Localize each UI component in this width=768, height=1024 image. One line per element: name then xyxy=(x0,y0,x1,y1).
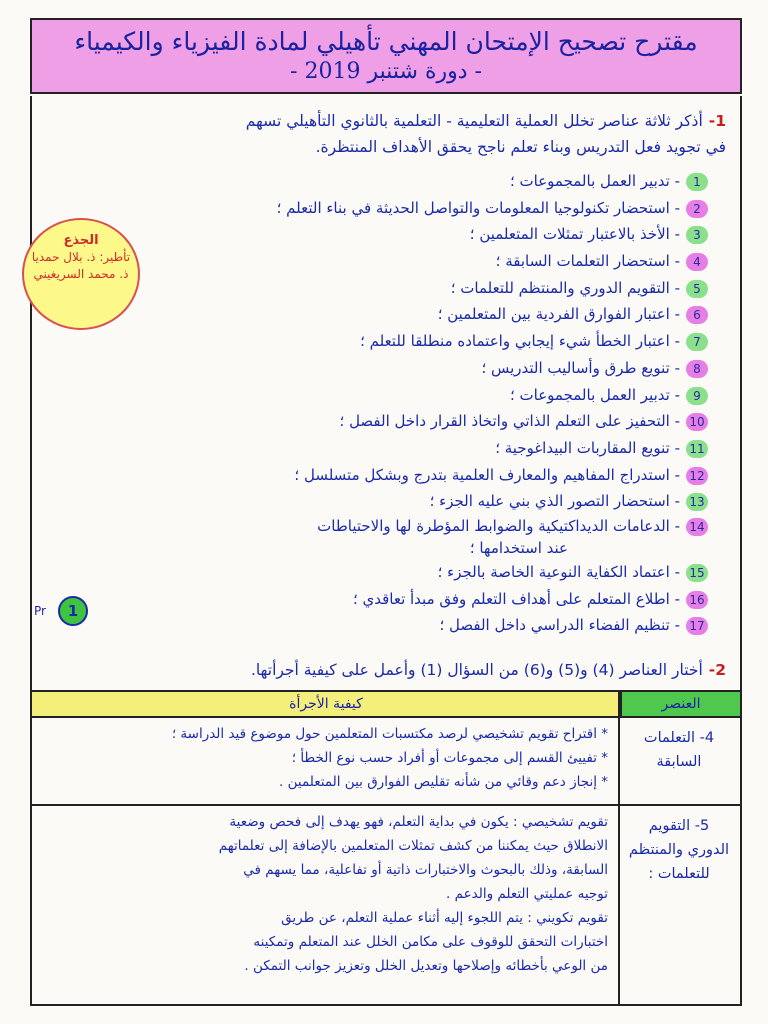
row-2-element-line-3: للتعلمات : xyxy=(648,866,710,882)
author-cloud xyxy=(22,218,140,330)
question-1-line-2: في تجويد فعل التدريس وبناء تعلم ناجح يحقق الأهداف المنتظرة. xyxy=(315,138,726,156)
item-number: 6 xyxy=(686,306,708,324)
table-cell-line: * تفييئ القسم إلى مجموعات أو أفراد حسب نوع الخطأ ؛ xyxy=(291,750,608,766)
list-item xyxy=(68,275,708,302)
row-1-how xyxy=(38,722,608,794)
item-text: - استدراج المفاهيم والمعارف العلمية بتدرج وبشكل متسلسل ؛ xyxy=(294,465,680,484)
item-number: 7 xyxy=(686,333,708,351)
item-text: - الأخذ بالاعتبار تمثلات المتعلمين ؛ xyxy=(469,225,680,244)
table-cell-line: الانطلاق حيث يمكننا من كشف تمثلات المتعلمين بالإضافة إلى تعلماتهم xyxy=(218,838,608,854)
page-badge: 1 xyxy=(58,596,88,626)
list-item xyxy=(68,462,708,489)
question-1-line-1: أذكر ثلاثة عناصر تخلل العملية التعليمية - التعلمية بالثانوي التأهيلي تسهم xyxy=(245,112,703,130)
list-item xyxy=(68,301,708,328)
row-1-element-line-1: 4- التعلمات xyxy=(643,730,715,746)
item-text: - الدعامات الديداكتيكية والضوابط المؤطرة لها والاحتياطات xyxy=(317,516,680,535)
question-2 xyxy=(46,658,726,682)
item-number: 5 xyxy=(686,280,708,298)
table-cell-line: توجيه عمليتي التعلم والدعم . xyxy=(446,886,608,902)
row-2-element-line-2: الدوري والمنتظم xyxy=(628,842,730,858)
item-text: - تدبير العمل بالمجموعات ؛ xyxy=(509,172,680,190)
table-cell-line: * إنجاز دعم وقائي من شأنه تقليص الفوارق بين المتعلمين . xyxy=(279,774,608,790)
header-session: - دورة شتنبر 2019 - xyxy=(290,59,482,84)
cloud-title: الجذع xyxy=(63,233,99,248)
cloud-line-2: ذ. محمد السريغيني xyxy=(33,267,129,281)
row-2-element xyxy=(626,814,732,886)
list-item xyxy=(68,195,708,222)
row-1-element xyxy=(626,726,732,774)
header-title: مقترح تصحيح الإمتحان المهني تأهيلي لمادة الفيزياء والكيمياء xyxy=(74,27,698,56)
list-item xyxy=(68,559,708,586)
question-1 xyxy=(46,108,726,160)
table-cell-line: السابقة، وذلك بالبحوث والاختبارات ذاتية أو تفاعلية، مما يسهم في xyxy=(243,862,608,878)
item-text: - اعتبار الفوارق الفردية بين المتعلمين ؛ xyxy=(437,305,680,324)
list-item xyxy=(68,168,708,195)
table-header-element: العنصر xyxy=(620,692,740,716)
item-text: - استحضار التصور الذي بني عليه الجزء ؛ xyxy=(429,492,680,511)
list-item xyxy=(68,612,708,639)
item-number: 9 xyxy=(686,387,708,405)
list-item xyxy=(68,355,708,382)
item-text: - استحضار التعلمات السابقة ؛ xyxy=(495,252,680,271)
list-item xyxy=(68,382,708,409)
item-text: عند استخدامها ؛ xyxy=(469,538,568,557)
item-text: - اعتبار الخطأ شيء إيجابي واعتماده منطلقا للتعلم ؛ xyxy=(360,332,680,351)
item-number: 4 xyxy=(686,253,708,271)
cloud-line-1: تأطير: ذ. بلال حمديا xyxy=(31,250,131,264)
item-number: 8 xyxy=(686,360,708,378)
item-number: 2 xyxy=(686,200,708,218)
item-number: 16 xyxy=(686,591,708,609)
list-item xyxy=(68,408,708,435)
table-header-how: كيفية الأجرأة xyxy=(32,692,620,716)
list-item xyxy=(68,328,708,355)
item-text: - اطلاع المتعلم على أهداف التعلم وفق مبدأ تعاقدي ؛ xyxy=(352,589,680,608)
list-item xyxy=(68,488,708,515)
table-cell-line: اختبارات التحقق للوقوف على مكامن الخلل عند المتعلم وتمكينه xyxy=(253,934,608,950)
table-cell-line: من الوعي بأخطائه وإصلاحها وتعديل الخلل وتعزيز جوانب التمكن . xyxy=(244,958,608,974)
item-number: 12 xyxy=(686,467,708,485)
page-header xyxy=(30,18,742,94)
item-number: 15 xyxy=(686,564,708,582)
answer-list xyxy=(68,168,708,639)
item-number: 10 xyxy=(686,413,708,431)
item-number: 14 xyxy=(686,518,708,536)
table-row-divider xyxy=(32,804,740,806)
row-2-how xyxy=(38,810,608,978)
question-2-number: 2- xyxy=(708,661,726,679)
list-item xyxy=(68,248,708,275)
list-item xyxy=(68,221,708,248)
table-cell-line: تقويم تكويني : يتم اللجوء إليه أثناء عملية التعلم، عن طريق xyxy=(281,910,608,926)
item-number: 17 xyxy=(686,617,708,635)
item-number: 3 xyxy=(686,226,708,244)
item-text: - اعتماد الكفاية النوعية الخاصة بالجزء ؛ xyxy=(437,562,680,581)
item-number: 1 xyxy=(686,173,708,191)
table-column-divider xyxy=(618,692,620,1004)
list-item xyxy=(68,586,708,613)
item-text: - تدبير العمل بالمجموعات ؛ xyxy=(509,385,680,404)
item-text: - استحضار تكنولوجيا المعلومات والتواصل الحديثة في بناء التعلم ؛ xyxy=(276,198,680,217)
item-text: - التقويم الدوري والمنتظم للتعلمات ؛ xyxy=(450,278,680,297)
row-2-element-line-1: 5- التقويم xyxy=(648,818,710,834)
list-item xyxy=(68,435,708,462)
item-number: 13 xyxy=(686,493,708,511)
list-item xyxy=(68,537,708,559)
question-1-number: 1- xyxy=(708,112,726,130)
table-cell-line: تقويم تشخيصي : يكون في بداية التعلم، فهو يهدف إلى فحص وضعية xyxy=(229,814,608,830)
question-2-text: أختار العناصر (4) و(5) و(6) من السؤال (1) وأعمل على كيفية أجرأتها. xyxy=(250,661,703,679)
list-item xyxy=(68,515,708,537)
table-header-row xyxy=(32,692,740,718)
answer-table xyxy=(32,690,740,1004)
item-text: - التحفيز على التعلم الذاتي واتخاذ القرار داخل الفصل ؛ xyxy=(339,412,680,431)
item-number: 11 xyxy=(686,440,708,458)
item-text: - تنويع طرق وأساليب التدريس ؛ xyxy=(481,358,680,377)
row-1-element-line-2: السابقة xyxy=(656,754,702,770)
item-text: - تنويع المقاربات البيداغوجية ؛ xyxy=(495,438,680,457)
table-cell-line: * اقتراح تقويم تشخيصي لرصد مكتسبات المتعلمين حول موضوع قيد الدراسة ؛ xyxy=(171,726,608,742)
page-prefix: Pr xyxy=(34,604,46,618)
item-text: - تنظيم الفضاء الدراسي داخل الفصل ؛ xyxy=(439,616,680,635)
